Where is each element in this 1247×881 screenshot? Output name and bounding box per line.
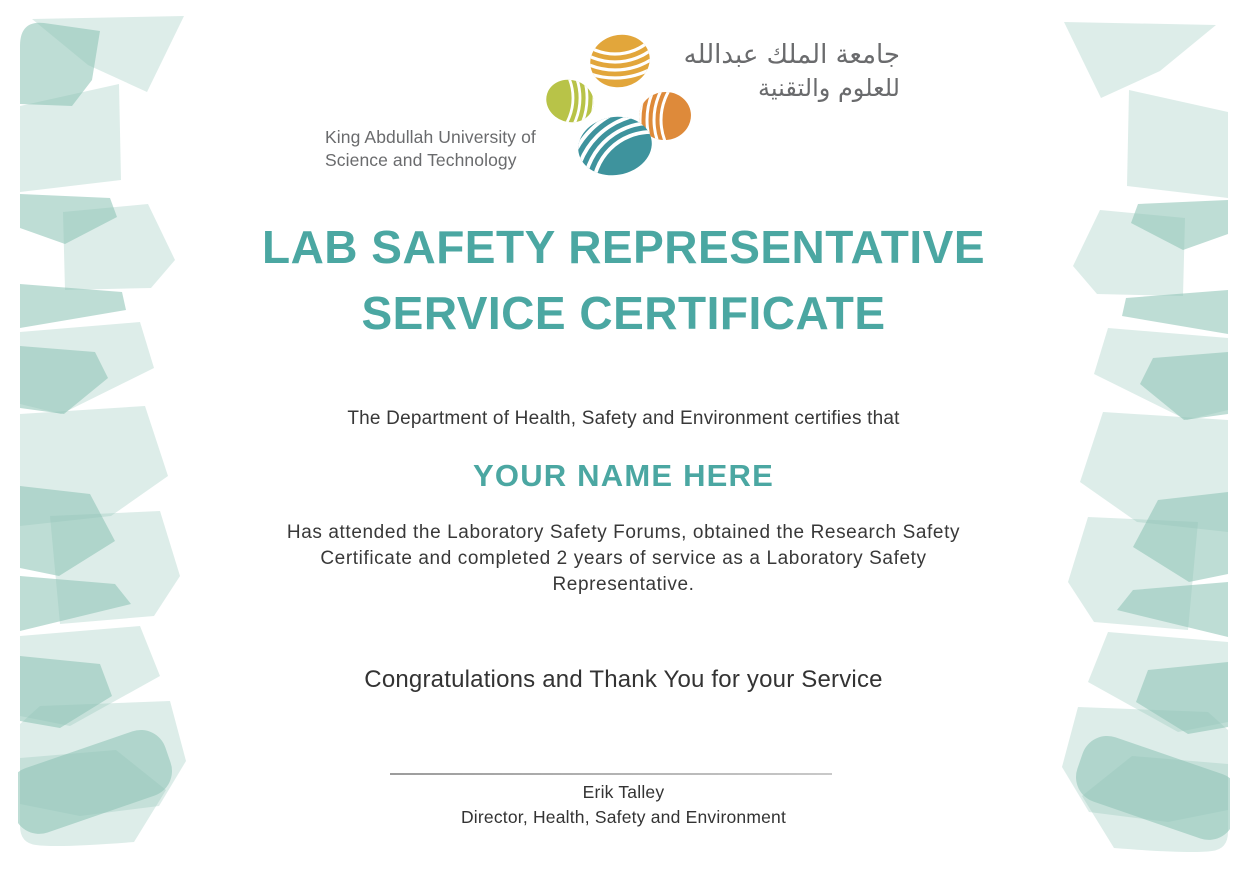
- university-name-arabic: [684, 38, 900, 104]
- signatory-title: Director, Health, Safety and Environment: [460, 807, 787, 827]
- university-name-ar-line1: جامعة الملك عبدالله: [683, 40, 900, 70]
- certificate-title: [0, 214, 1247, 346]
- recipient-name: YOUR NAME HERE: [473, 458, 774, 493]
- university-name-en-line1: King Abdullah University of: [325, 127, 536, 147]
- certificate-body-line3: Representative.: [552, 574, 695, 595]
- university-name-ar-line2: للعلوم والتقنية: [758, 74, 900, 102]
- left-border-decoration: [18, 14, 188, 847]
- signatory-name: Erik Talley: [582, 782, 665, 802]
- university-name-english: [325, 126, 536, 172]
- university-name-en-line2: Science and Technology: [325, 150, 517, 170]
- certificate-title-line1: LAB SAFETY REPRESENTATIVE: [261, 221, 986, 273]
- signature-line: [390, 773, 832, 775]
- certificate-body: [0, 520, 1247, 598]
- certificate-body-line1: Has attended the Laboratory Safety Forums, obtained the Research Safety: [286, 522, 961, 543]
- certificate-title-line2: SERVICE CERTIFICATE: [361, 287, 886, 339]
- certificate-body-line2: Certificate and completed 2 years of service as a Laboratory Safety: [320, 548, 927, 569]
- kaust-beacon-icon: [543, 28, 693, 178]
- certifies-statement: The Department of Health, Safety and Environment certifies that: [347, 408, 900, 429]
- signatory-block: [0, 780, 1247, 830]
- closing-statement: Congratulations and Thank You for your Service: [364, 666, 883, 693]
- right-border-decoration: [1060, 20, 1230, 853]
